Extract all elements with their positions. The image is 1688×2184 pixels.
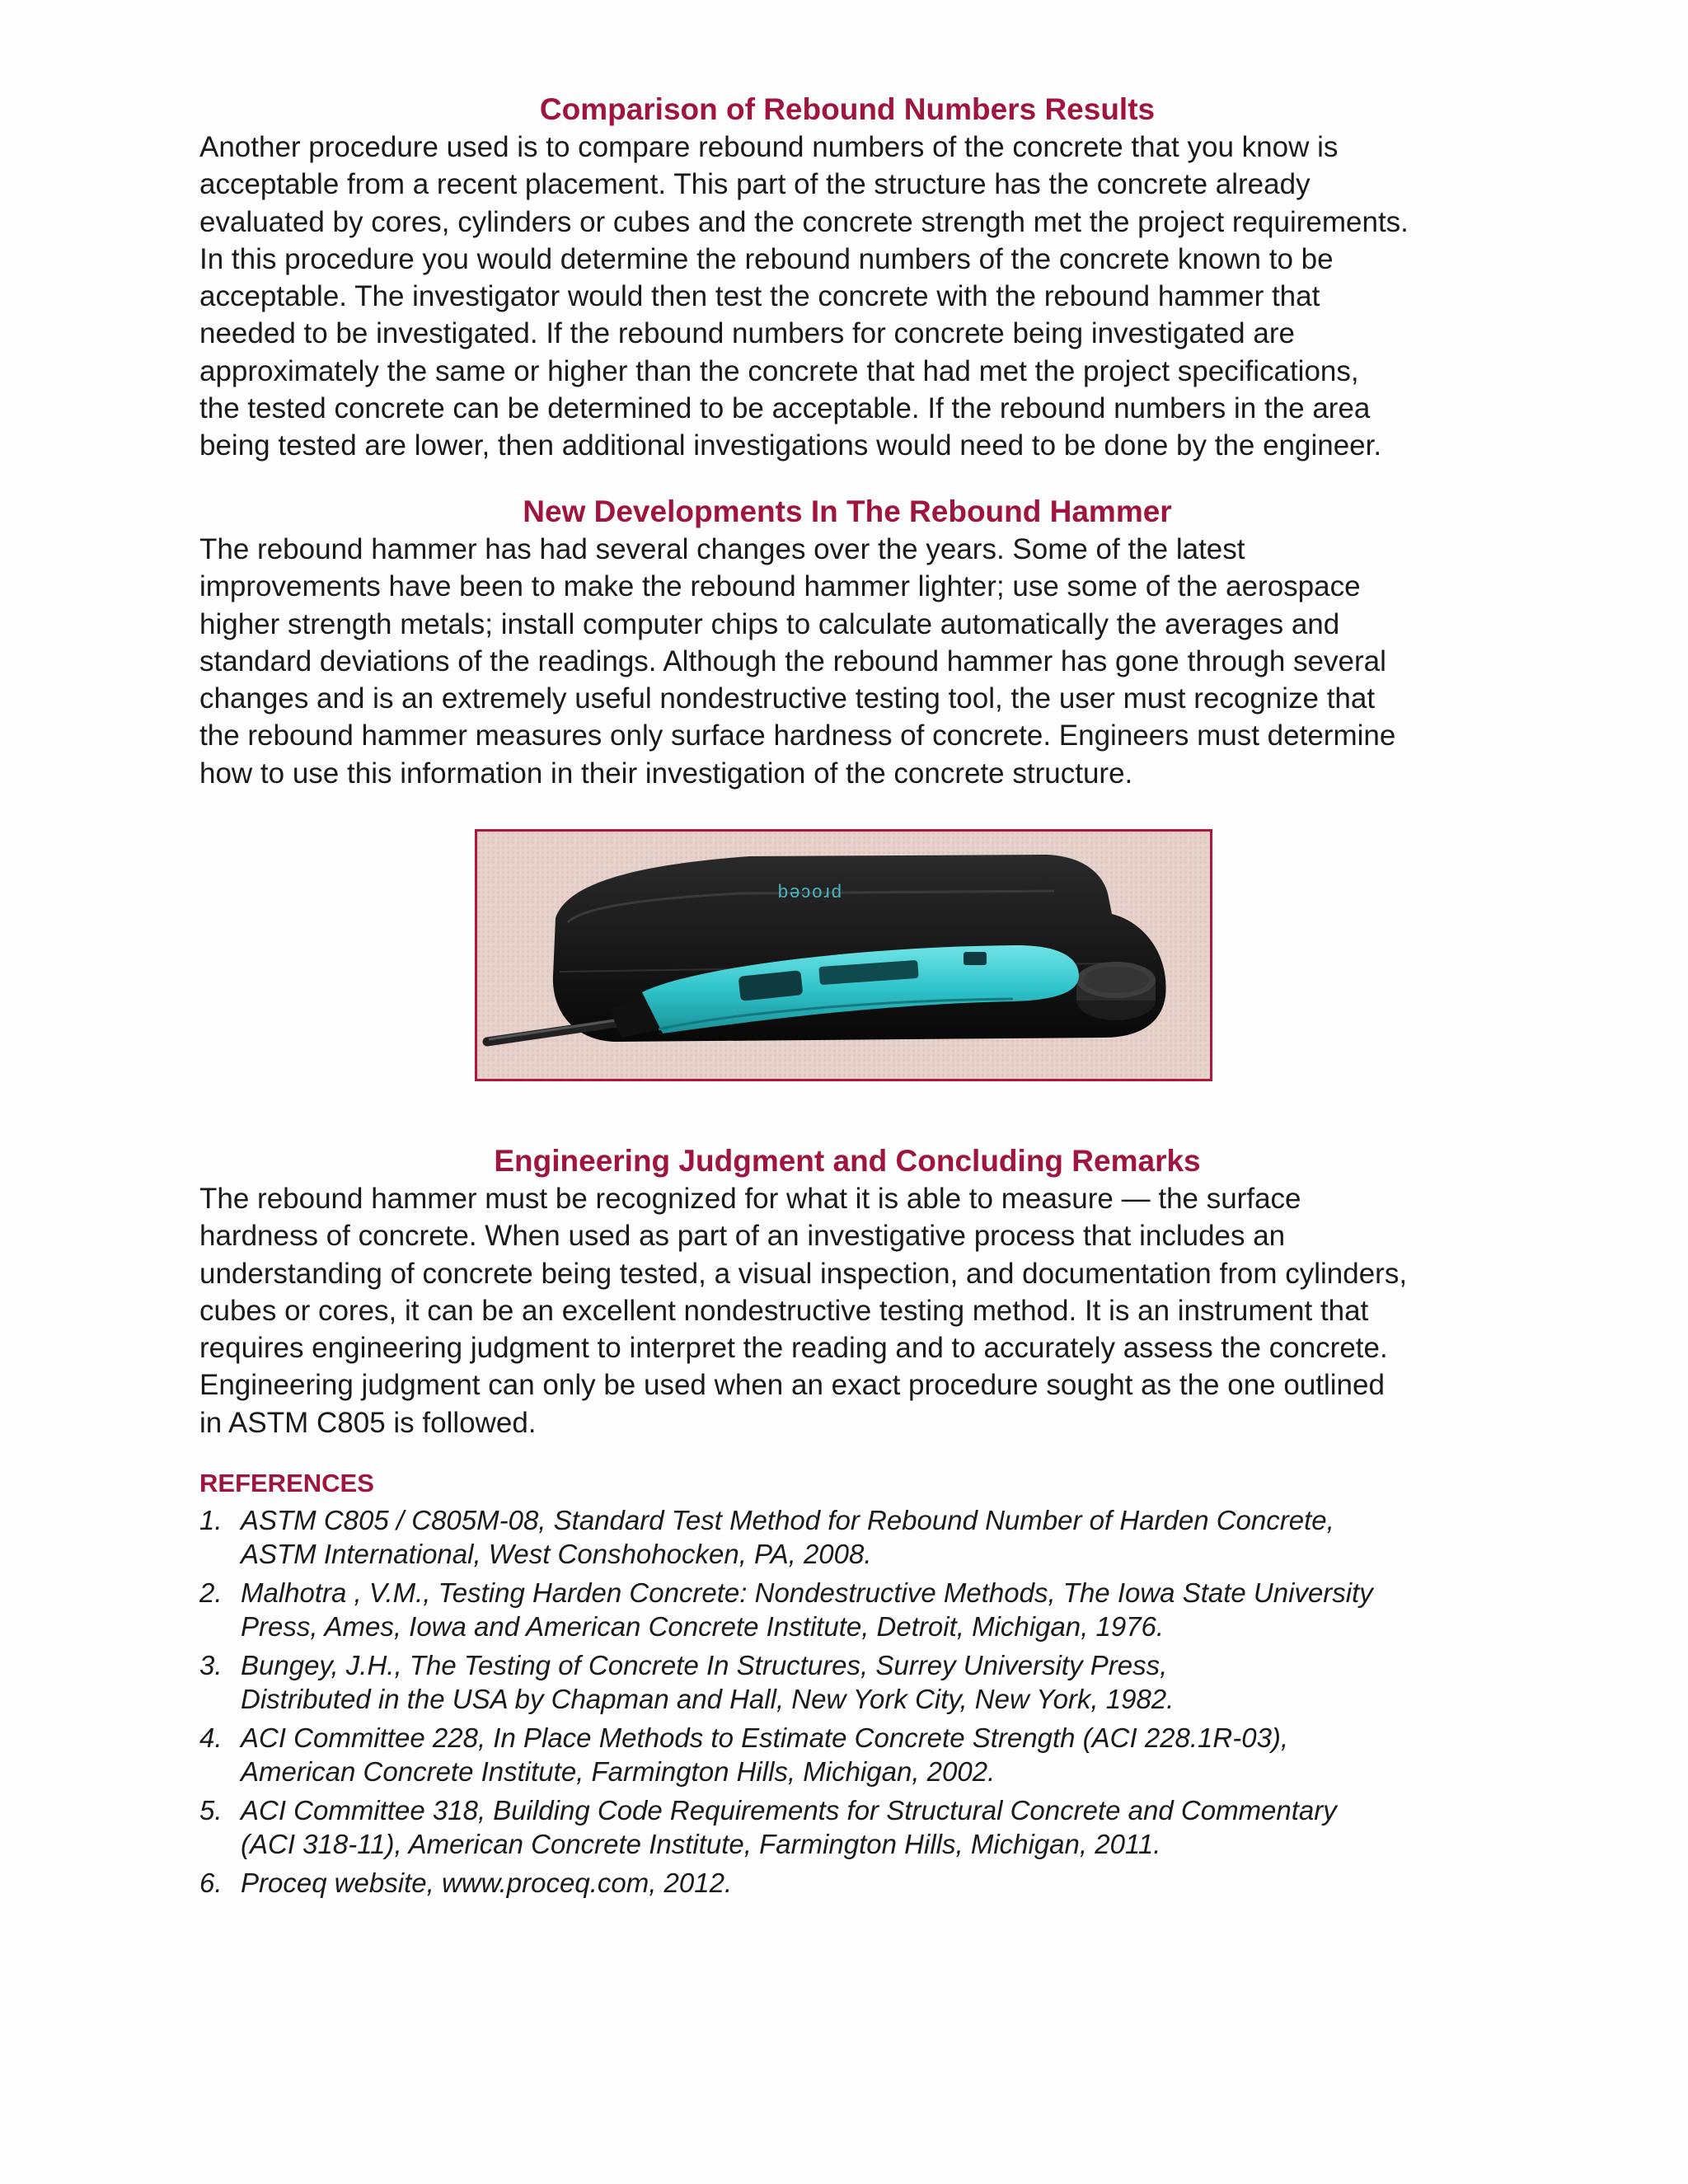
- reference-item: [199, 1576, 1495, 1643]
- references-list: [199, 1503, 1495, 1900]
- reference-text: ACI Committee 228, In Place Methods to Estimate Concrete Strength (ACI 228.1R-03), American Concrete Institute, Farmington Hills, Michigan, 2002.: [241, 1722, 1289, 1787]
- rebound-hammer-illustration: [477, 832, 1210, 1079]
- section-heading: New Developments In The Rebound Hammer: [523, 494, 1172, 528]
- reference-text: Proceq website, www.proceq.com, 2012.: [241, 1868, 733, 1898]
- test-anvil-disk: [1076, 962, 1156, 1020]
- reference-item: [199, 1793, 1495, 1861]
- reference-number: 3.: [199, 1650, 223, 1680]
- reference-text: ACI Committee 318, Building Code Requirements for Structural Concrete and Commentary (ACI 318-11), American Concrete Institute, Farmington Hills, Michigan, 2011.: [241, 1795, 1337, 1859]
- reference-item: [199, 1721, 1495, 1788]
- section-heading: Comparison of Rebound Numbers Results: [539, 92, 1156, 126]
- reference-item: [199, 1648, 1495, 1716]
- section-heading: Engineering Judgment and Concluding Remarks: [494, 1144, 1201, 1178]
- section-new-developments: [199, 493, 1495, 792]
- section-engineering-judgment: [199, 1142, 1495, 1441]
- section-body: The rebound hammer must be recognized for what it is able to measure — the surface hardness of concrete. When used as part of an investigative process that includes an understanding of concrete being tested, a visual inspection, and documentation from cylinders, cubes or cores, it can be an excellent nondestructive testing method. It is an instrument that requires engineering judgment to interpret the reading and to accurately assess the concrete. Engineering judgment can only be used when an exact procedure sought as the one outlined in ASTM C805 is followed.: [199, 1183, 1408, 1439]
- references-heading: REFERENCES: [199, 1469, 374, 1497]
- section-body: Another procedure used is to compare rebound numbers of the concrete that you know is acceptable from a recent placement. This part of the structure has the concrete already evaluated by cores, cylinders or cubes and the concrete strength met the project requirements. In this procedure you would determine the rebound numbers of the concrete known to be acceptable. The investigator would then test the concrete with the rebound hammer that needed to be investigated. If the rebound numbers for concrete being investigated are approximately the same or higher than the concrete that had met the project specifications, the tested concrete can be determined to be acceptable. If the rebound numbers in the area being tested are lower, then additional investigations would need to be done by the engineer.: [199, 131, 1409, 462]
- reference-number: 1.: [199, 1505, 223, 1535]
- reference-number: 5.: [199, 1795, 223, 1825]
- reference-number: 4.: [199, 1722, 223, 1753]
- reference-number: 2.: [199, 1577, 223, 1608]
- references-section: [199, 1467, 1495, 1905]
- reference-text: ASTM C805 / C805M-08, Standard Test Method for Rebound Number of Harden Concrete, ASTM International, West Conshohocken, PA, 2008.: [241, 1505, 1334, 1569]
- section-comparison: [199, 91, 1495, 465]
- section-body: The rebound hammer has had several changes over the years. Some of the latest improvements have been to make the rebound hammer lighter; use some of the aerospace higher strength metals; install computer chips to calculate automatically the averages and standard deviations of the readings. Although the rebound hammer has gone through several changes and is an extremely useful nondestructive testing tool, the user must recognize that the rebound hammer measures only surface hardness of concrete. Engineers must determine how to use this information in their investigation of the concrete structure.: [199, 533, 1396, 790]
- case-brand-label: proceq: [776, 883, 842, 904]
- reference-number: 6.: [199, 1868, 223, 1898]
- reference-text: Malhotra , V.M., Testing Harden Concrete: Nondestructive Methods, The Iowa State University Press, Ames, Iowa and American Concrete Institute, Detroit, Michigan, 1976.: [241, 1577, 1373, 1642]
- rebound-hammer-photo: [475, 829, 1212, 1081]
- reference-item: [199, 1866, 1495, 1900]
- reference-text: Bungey, J.H., The Testing of Concrete In Structures, Surrey University Press, Distributed in the USA by Chapman and Hall, New York City, New York, 1982.: [241, 1650, 1175, 1714]
- reference-item: [199, 1503, 1495, 1571]
